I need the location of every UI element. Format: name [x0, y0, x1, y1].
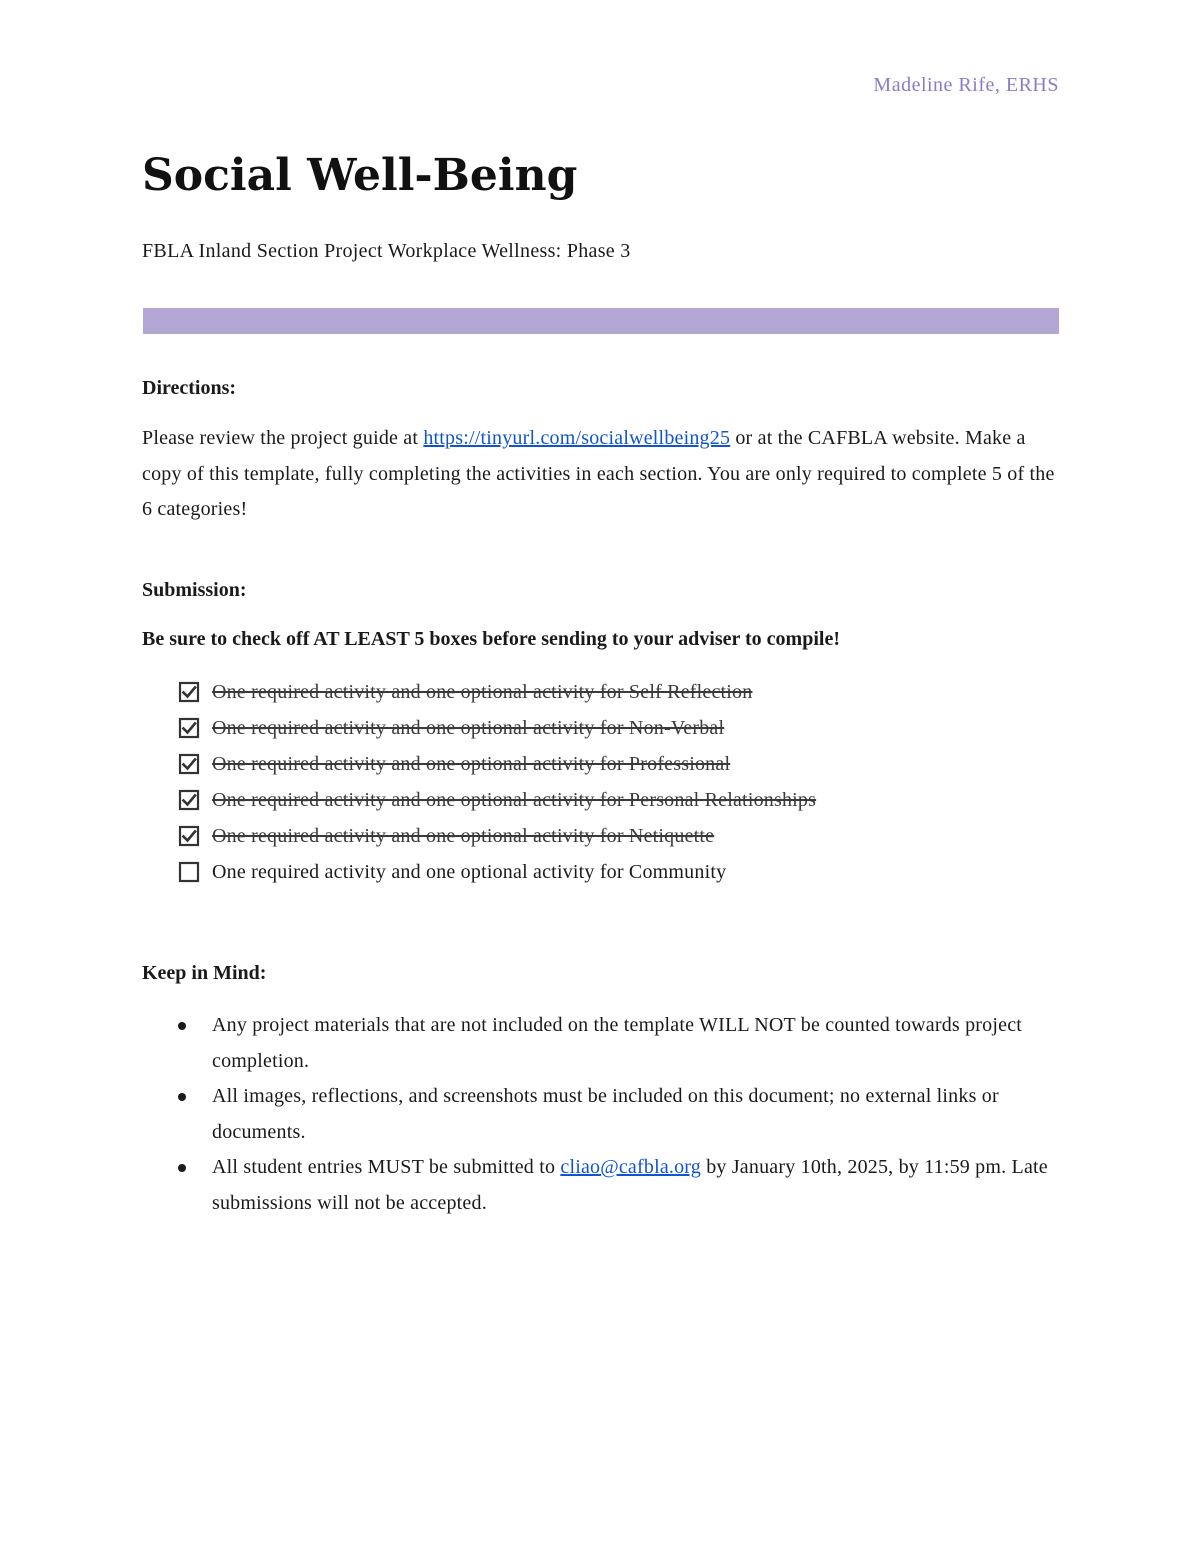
accent-divider-bar — [143, 308, 1059, 334]
checklist-item-label: One required activity and one optional activity for Community — [212, 860, 727, 883]
checklist-item — [178, 746, 816, 782]
bullet-icon — [178, 1093, 186, 1101]
checklist-item — [178, 854, 816, 890]
checkmark-icon — [184, 832, 196, 841]
checkmark-icon — [184, 796, 196, 805]
checklist-item-label: One required activity and one optional activity for Personal Relationships — [212, 788, 817, 811]
page-title: Social Well-Being — [142, 150, 578, 201]
directions-paragraph — [142, 421, 1062, 528]
bullet-text-end: by January 10th, 2025, by 11:59 pm. Late submissions will not be accepted. — [212, 1156, 1048, 1214]
checklist-item-label: One required activity and one optional activity for Non-Verbal — [212, 716, 725, 739]
page-subtitle: FBLA Inland Section Project Workplace Wellness: Phase 3 — [142, 240, 631, 262]
checkmark-icon — [184, 688, 196, 697]
submission-checklist — [178, 674, 816, 890]
checkbox-checked-icon[interactable] — [178, 789, 200, 811]
email-link[interactable]: cliao@cafbla.org — [560, 1156, 702, 1178]
bullet-text-start: All student entries MUST be submitted to — [212, 1156, 561, 1178]
list-item — [142, 1008, 1062, 1079]
checkbox-unchecked-icon[interactable] — [178, 861, 200, 883]
bullet-text: All images, reflections, and screenshots must be included on this document; no external links or documents. — [212, 1085, 999, 1143]
directions-text-start: Please review the project guide at — [142, 427, 424, 449]
list-item — [142, 1150, 1062, 1221]
keep-in-mind-list — [142, 1008, 1062, 1221]
bullet-icon — [178, 1022, 186, 1030]
checklist-item-label: One required activity and one optional activity for Professional — [212, 752, 731, 775]
checkmark-icon — [184, 760, 196, 769]
bullet-text: Any project materials that are not included on the template WILL NOT be counted towards project completion. — [212, 1014, 1023, 1072]
checkbox-checked-icon[interactable] — [178, 717, 200, 739]
keep-in-mind-heading: Keep in Mind: — [142, 962, 267, 984]
submission-heading: Submission: — [142, 579, 247, 601]
checkbox-checked-icon[interactable] — [178, 753, 200, 775]
bullet-icon — [178, 1164, 186, 1172]
checklist-item-label: One required activity and one optional activity for Netiquette — [212, 824, 715, 847]
checkbox-checked-icon[interactable] — [178, 681, 200, 703]
checklist-item — [178, 818, 816, 854]
submission-instruction: Be sure to check off AT LEAST 5 boxes before sending to your adviser to compile! — [142, 628, 840, 650]
checkmark-icon — [184, 724, 196, 733]
project-guide-link[interactable]: https://tinyurl.com/socialwellbeing25 — [423, 427, 731, 449]
checklist-item — [178, 710, 816, 746]
directions-heading: Directions: — [142, 377, 237, 399]
checkbox-checked-icon[interactable] — [178, 825, 200, 847]
header-author: Madeline Rife, ERHS — [873, 74, 1059, 96]
list-item — [142, 1079, 1062, 1150]
checklist-item — [178, 674, 816, 710]
checklist-item — [178, 782, 816, 818]
checklist-item-label: One required activity and one optional activity for Self Reflection — [212, 680, 753, 703]
checkbox-frame — [180, 863, 198, 881]
directions-text-end: or at the CAFBLA website. Make a copy of this template, fully completing the activities in each section. You are only required to complete 5 of the 6 categories! — [142, 427, 1055, 520]
